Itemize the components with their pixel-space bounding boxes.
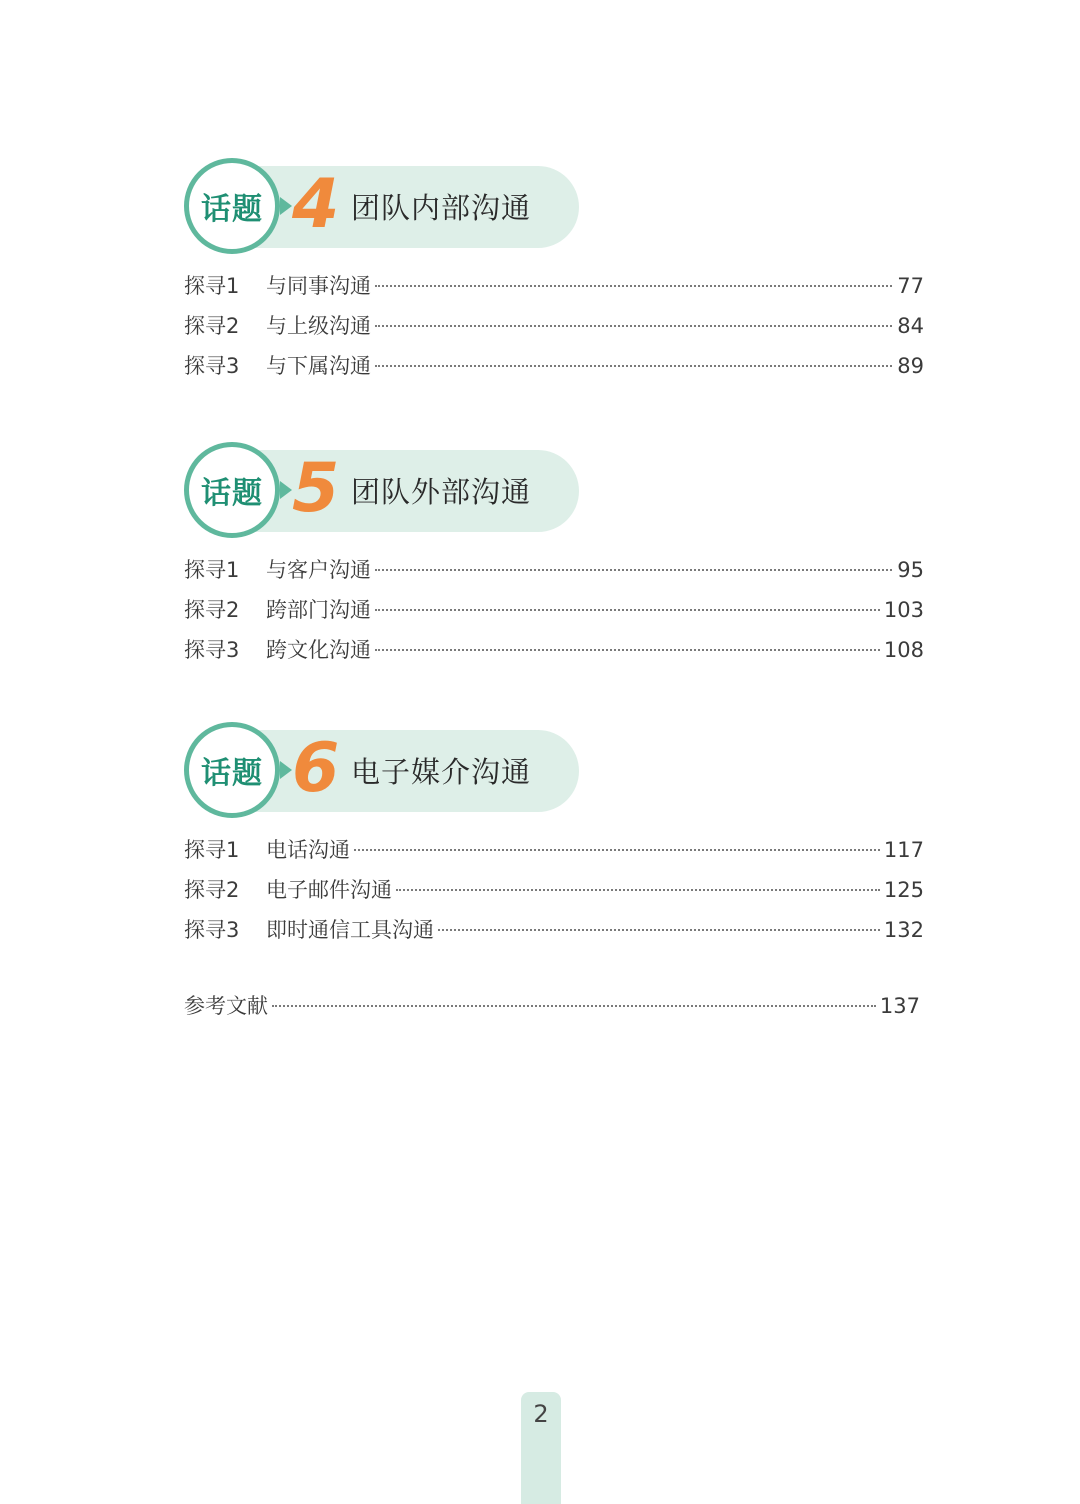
topic-number: 6 <box>292 729 340 808</box>
entry-label: 探寻2 <box>184 314 240 338</box>
references-page-number: 137 <box>879 994 920 1018</box>
entry-title: 跨文化沟通 <box>266 638 371 662</box>
entry-page-number: 108 <box>883 638 924 662</box>
dot-leader <box>272 1005 876 1007</box>
topic-number: 5 <box>292 449 340 528</box>
triangle-arrow-icon <box>280 197 292 215</box>
toc-entry[interactable] <box>184 870 924 910</box>
topic-header <box>184 442 924 536</box>
triangle-arrow-icon <box>280 481 292 499</box>
toc-entry[interactable] <box>184 590 924 630</box>
toc-entry[interactable] <box>184 346 924 386</box>
references-title: 参考文献 <box>184 994 268 1018</box>
entry-title: 与客户沟通 <box>266 558 371 582</box>
entry-title: 即时通信工具沟通 <box>266 918 434 942</box>
topic-title: 团队外部沟通 <box>351 475 532 509</box>
toc-entry[interactable] <box>184 550 924 590</box>
entry-title: 跨部门沟通 <box>266 598 371 622</box>
topic-badge-label: 话题 <box>201 756 263 791</box>
topic-title: 电子媒介沟通 <box>351 755 532 789</box>
page-number: 2 <box>533 1400 549 1428</box>
entry-label: 探寻3 <box>184 918 240 942</box>
topic-section-6 <box>184 722 924 950</box>
toc-entry-list <box>184 550 924 670</box>
entry-title: 与同事沟通 <box>266 274 371 298</box>
entry-label: 探寻1 <box>184 838 240 862</box>
topic-header <box>184 158 924 252</box>
entry-page-number: 77 <box>897 274 924 298</box>
toc-entry[interactable] <box>184 910 924 950</box>
entry-page-number: 84 <box>897 314 924 338</box>
dot-leader <box>396 889 880 891</box>
dot-leader <box>375 285 892 287</box>
dot-leader <box>375 649 880 651</box>
triangle-arrow-icon <box>280 761 292 779</box>
toc-entry[interactable] <box>184 306 924 346</box>
page-number-tab <box>521 1392 561 1504</box>
entry-page-number: 132 <box>883 918 924 942</box>
topic-section-5 <box>184 442 924 670</box>
entry-title: 与下属沟通 <box>266 354 371 378</box>
entry-page-number: 103 <box>883 598 924 622</box>
topic-title: 团队内部沟通 <box>351 191 532 225</box>
entry-label: 探寻2 <box>184 598 240 622</box>
entry-title: 与上级沟通 <box>266 314 371 338</box>
entry-page-number: 95 <box>897 558 924 582</box>
entry-title: 电话沟通 <box>266 838 350 862</box>
toc-entry[interactable] <box>184 830 924 870</box>
topic-number: 4 <box>292 165 340 244</box>
entry-label: 探寻1 <box>184 274 240 298</box>
toc-entry[interactable] <box>184 630 924 670</box>
dot-leader <box>375 365 892 367</box>
toc-entry-references[interactable] <box>184 986 920 1026</box>
entry-page-number: 89 <box>897 354 924 378</box>
topic-section-4 <box>184 158 924 386</box>
topic-badge-label: 话题 <box>201 476 263 511</box>
entry-label: 探寻1 <box>184 558 240 582</box>
topic-badge <box>184 158 280 254</box>
dot-leader <box>375 325 892 327</box>
toc-entry-list <box>184 830 924 950</box>
entry-label: 探寻3 <box>184 638 240 662</box>
entry-title: 电子邮件沟通 <box>266 878 392 902</box>
topic-badge-label: 话题 <box>201 192 263 227</box>
topic-badge <box>184 442 280 538</box>
dot-leader <box>438 929 880 931</box>
toc-entry[interactable] <box>184 266 924 306</box>
dot-leader <box>375 569 892 571</box>
entry-page-number: 117 <box>883 838 924 862</box>
dot-leader <box>354 849 880 851</box>
topic-header <box>184 722 924 816</box>
toc-entry-list <box>184 266 924 386</box>
dot-leader <box>375 609 880 611</box>
references-section <box>184 986 920 1026</box>
entry-page-number: 125 <box>883 878 924 902</box>
entry-label: 探寻2 <box>184 878 240 902</box>
topic-badge <box>184 722 280 818</box>
entry-label: 探寻3 <box>184 354 240 378</box>
